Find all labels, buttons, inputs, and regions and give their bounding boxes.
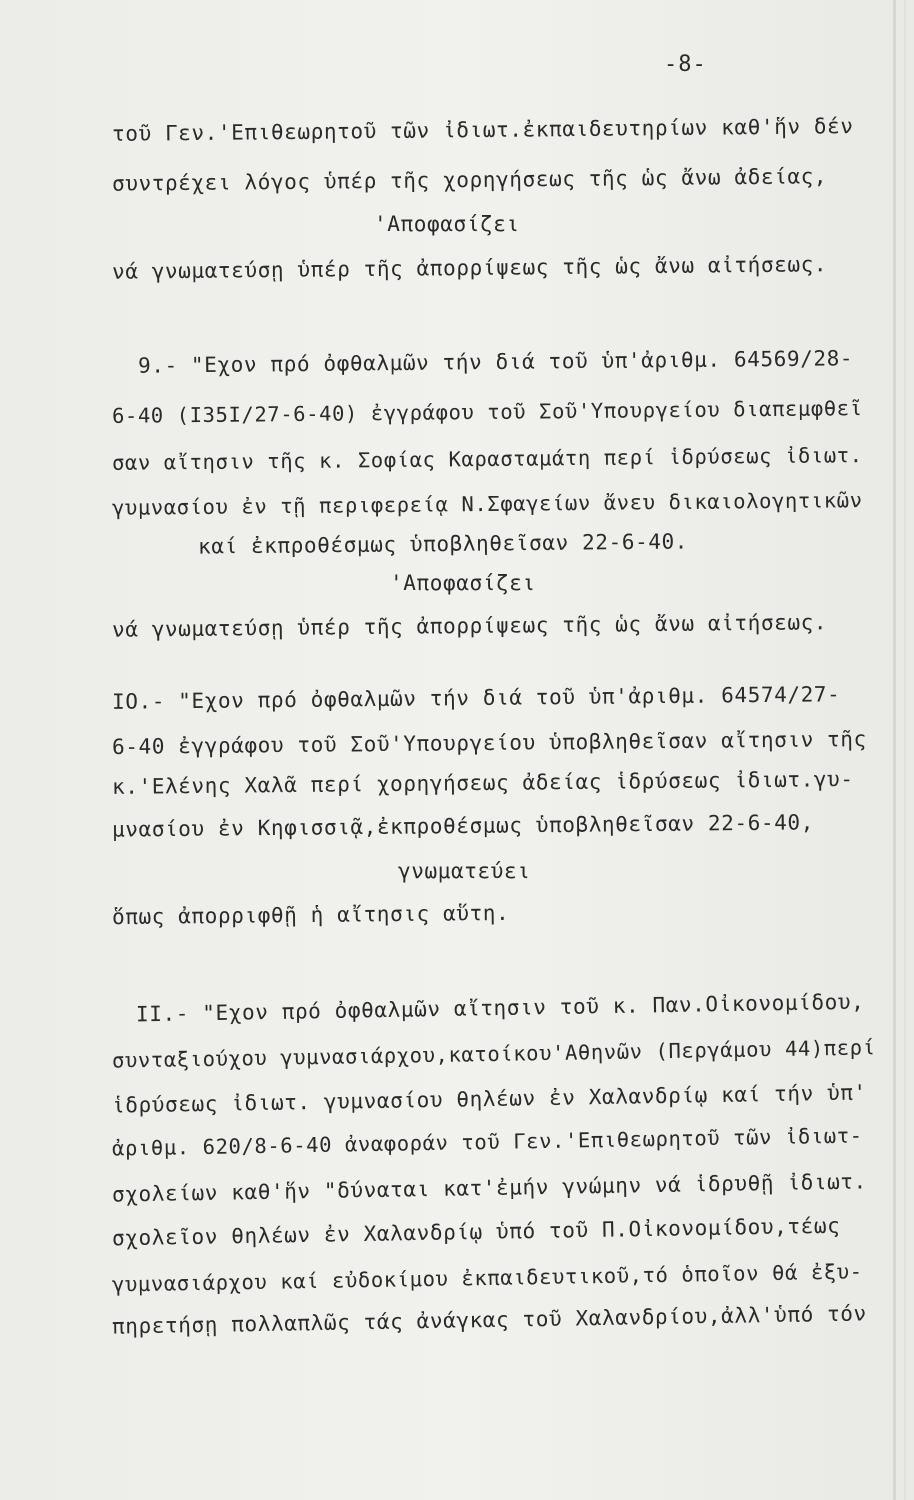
text-line: ἱδρύσεως ἰδιωτ. γυμνασίου θηλέων ἐν Χαλανδρίῳ καί τήν ὑπ' — [111, 1080, 868, 1118]
page-number: -8- — [664, 52, 707, 77]
text-line: 9.- "Εχον πρό ὀφθαλμῶν τήν διά τοῦ ὑπ'ἀριθμ. 64569/28- — [137, 346, 854, 378]
text-line: σαν αἴτησιν τῆς κ. Σοφίας Καρασταμάτη περί ἱδρύσεως ἰδιωτ. — [111, 443, 863, 475]
page-edge — [893, 0, 896, 1500]
text-line: 6-40 (I35I/27-6-40) ἐγγράφου τοῦ Σοῦ'Υπουργείου διαπεμφθεῖ — [111, 396, 863, 428]
text-line: συντρέχει λόγος ὑπέρ τῆς χορηγήσεως τῆς ὡς ἄνω ἀδείας, — [111, 164, 828, 196]
page-edge-outer — [904, 0, 906, 1500]
decision-heading: 'Αποφασίζει — [374, 212, 520, 236]
text-line: IO.- "Εχον πρό ὀφθαλμῶν τήν διά τοῦ ὑπ'ἀριθμ. 64574/27- — [111, 682, 841, 714]
text-line: γυμνασιάρχου καί εὐδοκίμου ἐκπαιδευτικοῦ,τό ὁποῖον θά ἐξυ- — [111, 1259, 863, 1297]
text-line: κ.'Ελένης Χαλᾶ περί χορηγήσεως ἀδείας ἱδρύσεως ἰδιωτ.γυ- — [111, 767, 854, 799]
text-line: ἀριθμ. 620/8-6-40 ἀναφοράν τοῦ Γεν.'Επιθεωρητοῦ τῶν ἰδιωτ- — [111, 1123, 863, 1161]
text-line: ὅπως ἀπορριφθῇ ἡ αἴτησις αὕτη. — [111, 900, 510, 930]
text-line: συνταξιούχου γυμνασιάρχου,κατοίκου'Αθηνῶν (Περγάμου 44)περί — [111, 1035, 876, 1073]
text-line: νά γνωματεύσῃ ὑπέρ τῆς ἀπορρίψεως τῆς ὡς ἄνω αἰτήσεως. — [111, 610, 828, 642]
decision-heading: 'Αποφασίζει — [390, 571, 536, 595]
text-line: πηρετήσῃ πολλαπλῶς τάς ἀνάγκας τοῦ Χαλανδρίου,ἀλλ'ὑπό τόν — [111, 1301, 868, 1339]
text-line: νά γνωματεύσῃ ὑπέρ τῆς ἀπορρίψεως τῆς ὡς ἄνω αἰτήσεως. — [111, 252, 828, 284]
text-line: γυμνασίου ἐν τῇ περιφερείᾳ Ν.Σφαγείων ἄνευ δικαιολογητικῶν — [111, 488, 863, 520]
text-line: 6-40 ἐγγράφου τοῦ Σοῦ'Υπουργείου ὑποβληθεῖσαν αἴτησιν τῆς — [111, 727, 867, 759]
decision-heading: γνωματεύει — [398, 859, 531, 883]
text-line: II.- "Εχον πρό ὀφθαλμῶν αἴτησιν τοῦ κ. Παν.Οἰκονομίδου, — [135, 989, 865, 1027]
text-line: σχολεῖον θηλέων ἐν Χαλανδρίῳ ὑπό τοῦ Π.Οἰκονομίδου,τέως — [111, 1213, 841, 1251]
text-line: σχολείων καθ'ἥν "δύναται κατ'ἐμήν γνώμην νά ἱδρυθῇ ἰδιωτ. — [111, 1169, 868, 1207]
text-line: μνασίου ἐν Κηφισσιᾷ,ἐκπροθέσμως ὑποβληθεῖσαν 22-6-40, — [111, 810, 814, 842]
text-line: τοῦ Γεν.'Επιθεωρητοῦ τῶν ἰδιωτ.ἐκπαιδευτηρίων καθ'ἥν δέν — [111, 114, 854, 146]
text-line: καί ἐκπροθέσμως ὑποβληθεῖσαν 22-6-40. — [197, 529, 689, 559]
